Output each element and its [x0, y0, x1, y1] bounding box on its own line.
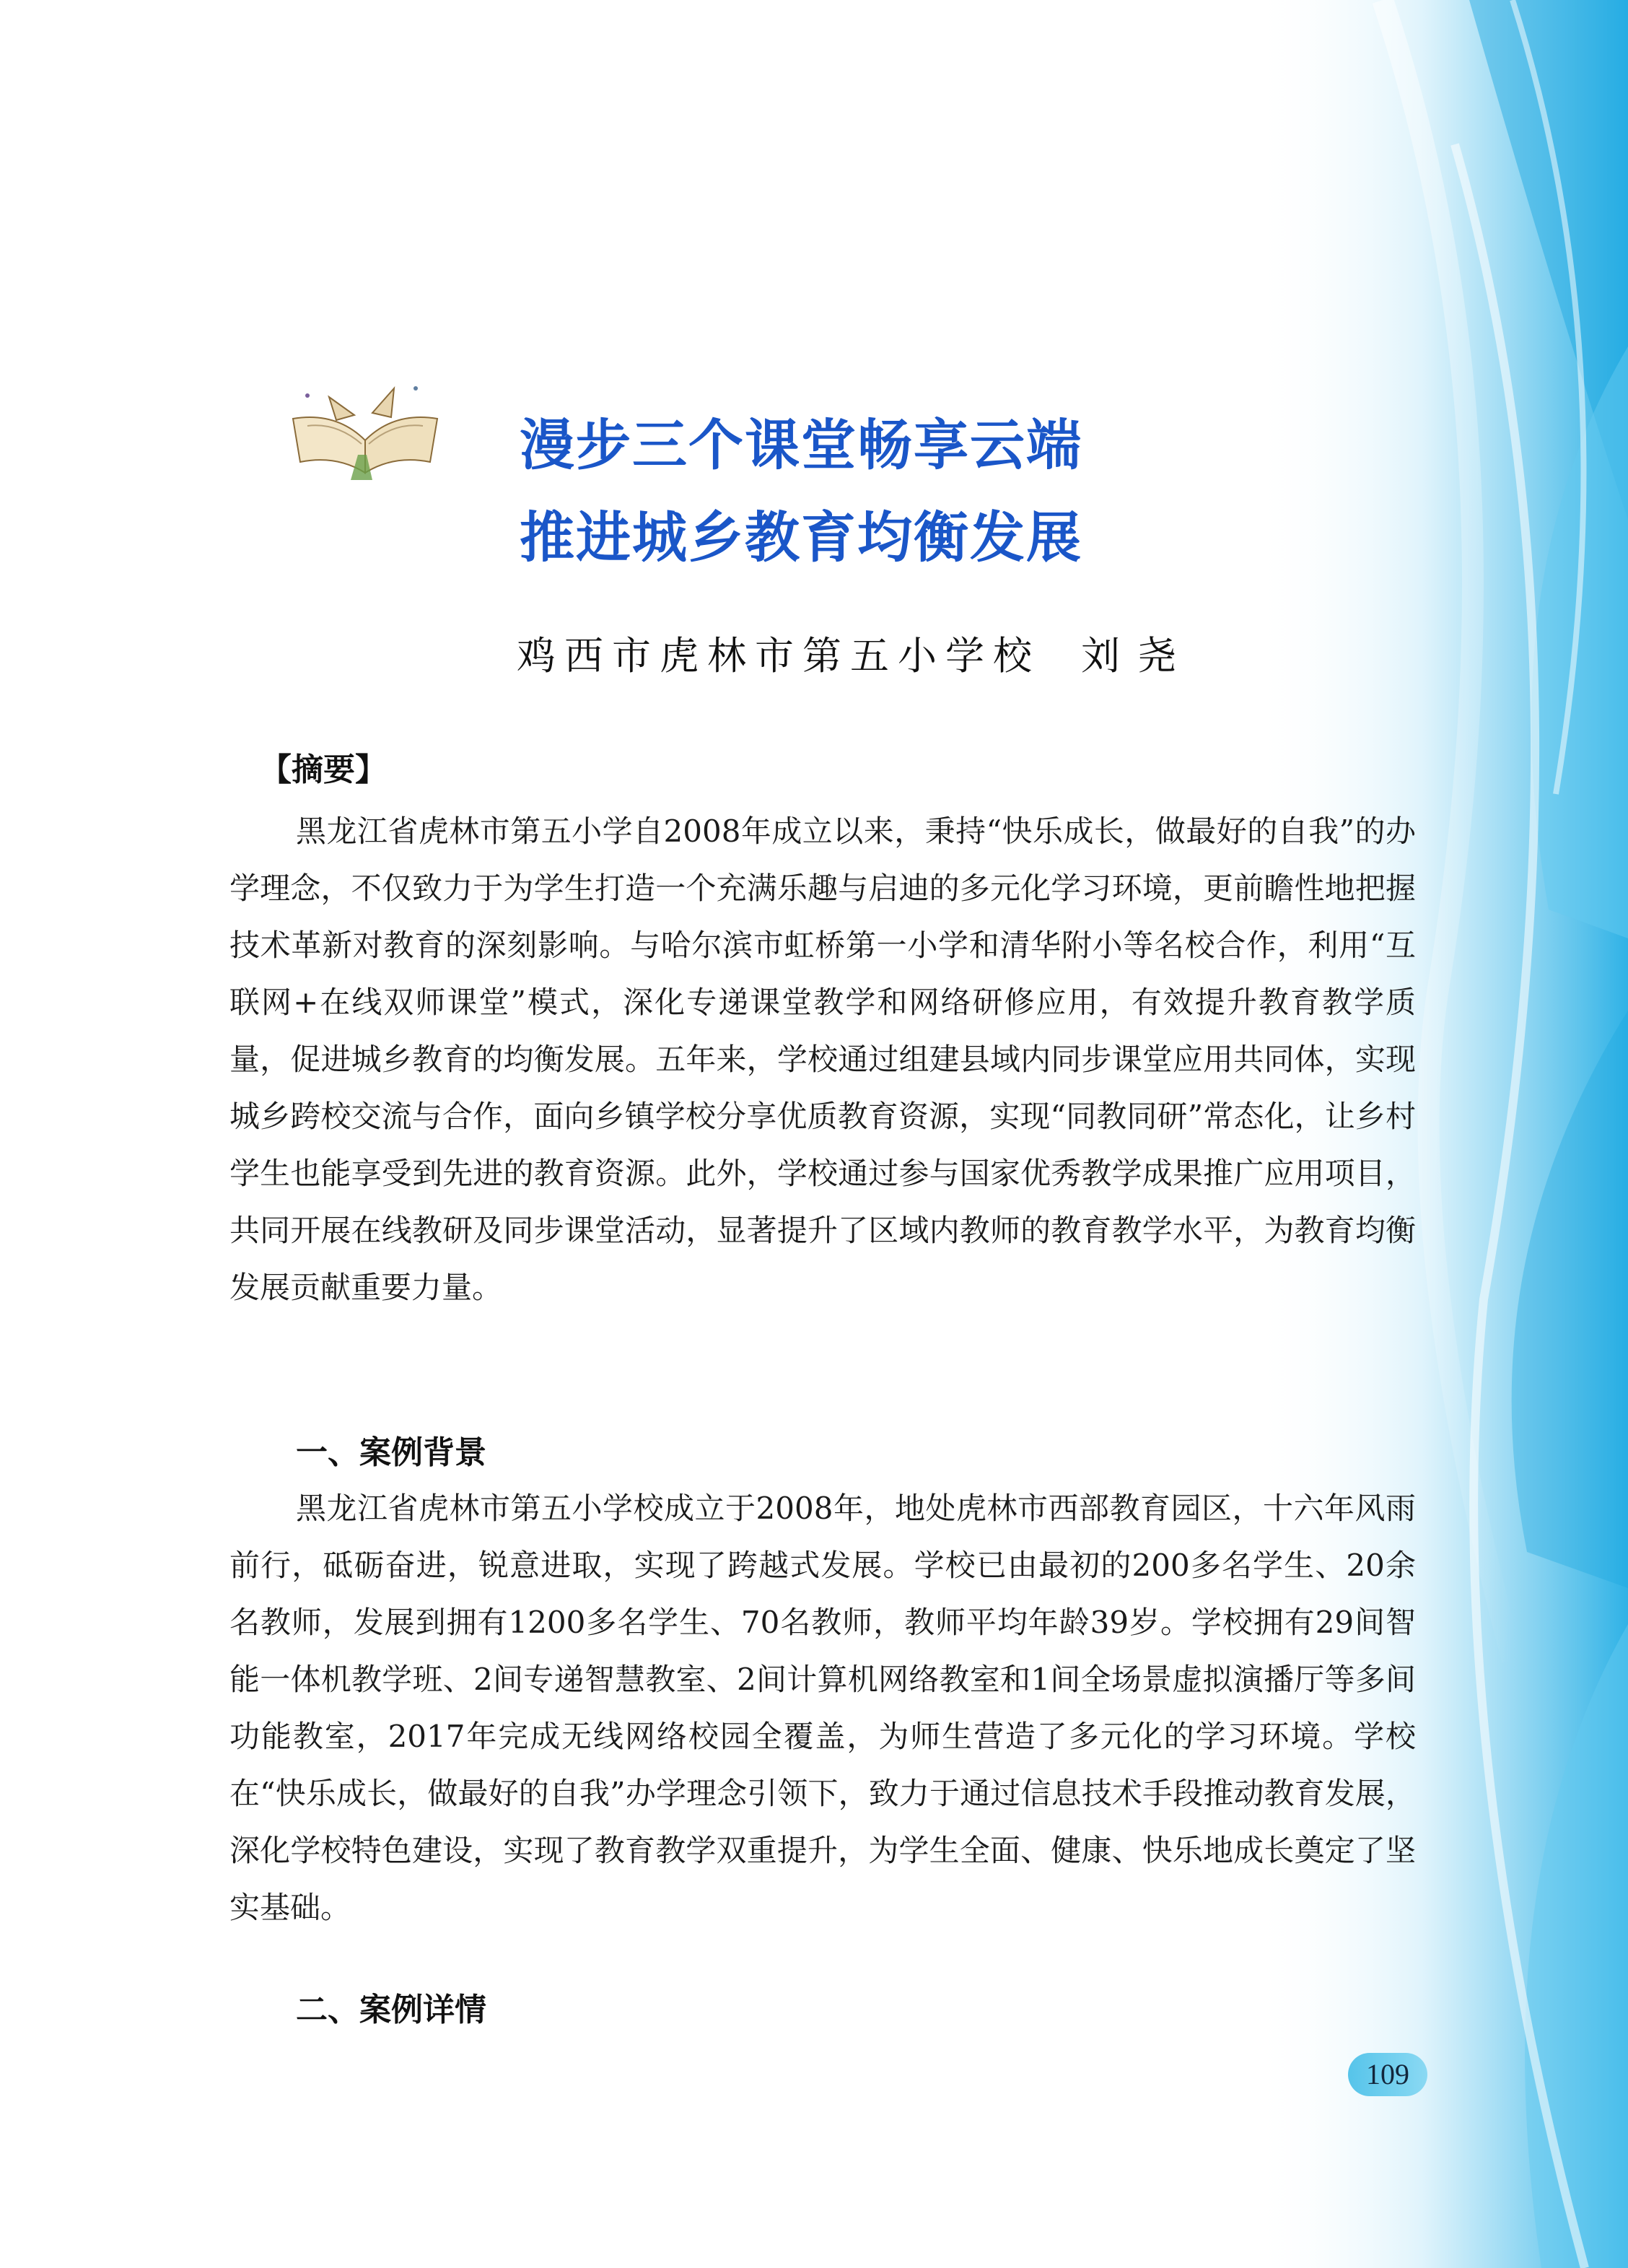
author-name: 刘尧 — [1081, 633, 1194, 679]
page-number-badge: 109 — [1348, 2053, 1427, 2096]
section-1-body: 黑龙江省虎林市第五小学校成立于2008年，地处虎林市西部教育园区，十六年风雨前行，砥砺奋进，锐意进取，实现了跨越式发展。学校已由最初的200多名学生、20余名教师，发展到拥有1200多名学生、70名教师，教师平均年龄39岁。学校拥有29间智能一体机教学班、2间专递智慧教室、2间计算机网络教室和1间全场景虚拟演播厅等多间功能教室，2017年完成无线网络校园全覆盖，为师生营造了多元化的学习环境。学校在“快乐成长，做最好的自我”办学理念引领下，致力于通过信息技术手段推动教育发展，深化学校特色建设，实现了教育教学双重提升，为学生全面、健康、快乐地成长奠定了坚实基础。 — [229, 1491, 1416, 1925]
abstract-heading: 【摘要】 — [260, 751, 387, 788]
open-book-icon — [286, 375, 445, 484]
section-2-heading: 二、案例详情 — [296, 1992, 486, 2028]
article-title-line-1: 漫步三个课堂畅享云端 — [520, 413, 1082, 477]
article-title-line-2: 推进城乡教育均衡发展 — [520, 505, 1082, 570]
author-school: 鸡西市虎林市第五小学校 — [517, 633, 1041, 679]
byline — [517, 625, 1194, 681]
section-1-heading: 一、案例背景 — [296, 1434, 486, 1471]
abstract-body: 黑龙江省虎林市第五小学自2008年成立以来，秉持“快乐成长，做最好的自我”的办学理念，不仅致力于为学生打造一个充满乐趣与启迪的多元化学习环境，更前瞻性地把握技术革新对教育的深刻影响。与哈尔滨市虹桥第一小学和清华附小等名校合作，利用“互联网+在线双师课堂”模式，深化专递课堂教学和网络研修应用，有效提升教育教学质量，促进城乡教育的均衡发展。五年来，学校通过组建县域内同步课堂应用共同体，实现城乡跨校交流与合作，面向乡镇学校分享优质教育资源，实现“同教同研”常态化，让乡村学生也能享受到先进的教育资源。此外，学校通过参与国家优秀教学成果推广应用项目，共同开展在线教研及同步课堂活动，显著提升了区域内教师的教育教学水平，为教育均衡发展贡献重要力量。 — [229, 814, 1416, 1305]
